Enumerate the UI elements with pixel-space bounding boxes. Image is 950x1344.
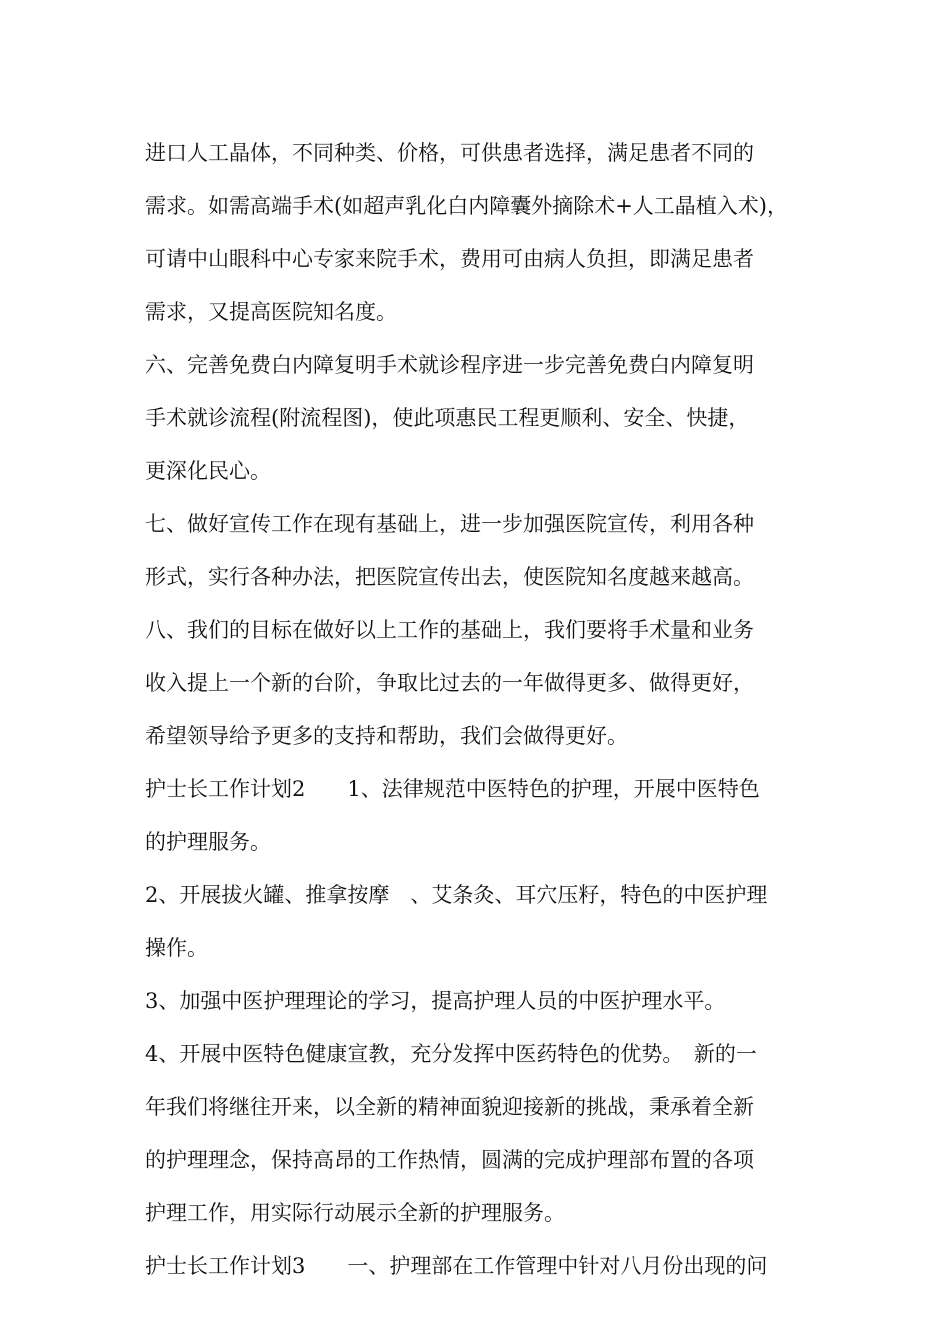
text-line: 进口人工晶体，不同种类、价格，可供患者选择，满足患者不同的 — [145, 141, 754, 165]
text-line: 七、做好宣传工作在现有基础上，进一步加强医院宣传，利用各种 — [145, 512, 754, 536]
text-line: 年我们将继往开来，以全新的精神面貌迎接新的挑战，秉承着全新 — [145, 1095, 754, 1119]
text-line: 可请中山眼科中心专家来院手术，费用可由病人负担，即满足患者 — [145, 247, 754, 271]
text-line: 需求。如需高端手术(如超声乳化白内障囊外摘除术+人工晶植入术)， — [145, 194, 788, 218]
text-line: 护士长工作计划2 1、法律规范中医特色的护理，开展中医特色 — [145, 777, 760, 801]
text-line: 形式，实行各种办法，把医院宣传出去，使医院知名度越来越高。 — [145, 565, 754, 589]
text-line: 八、我们的目标在做好以上工作的基础上，我们要将手术量和业务 — [145, 618, 754, 642]
text-line: 希望领导给予更多的支持和帮助，我们会做得更好。 — [145, 724, 628, 748]
text-line: 收入提上一个新的台阶，争取比过去的一年做得更多、做得更好， — [145, 671, 754, 695]
document-body — [145, 127, 825, 1293]
text-line: 需求，又提高医院知名度。 — [145, 300, 397, 324]
text-line: 护士长工作计划3 一、护理部在工作管理中针对八月份出现的问 — [145, 1254, 768, 1278]
text-line: 的护理服务。 — [145, 830, 271, 854]
text-line: 操作。 — [145, 936, 208, 960]
text-line: 的护理理念，保持高昂的工作热情，圆满的完成护理部布置的各项 — [145, 1148, 754, 1172]
text-line: 更深化民心。 — [145, 459, 271, 483]
text-line: 4、开展中医特色健康宣教，充分发挥中医药特色的优势。 新的一 — [145, 1042, 757, 1066]
text-line: 手术就诊流程(附流程图)，使此项惠民工程更顺利、安全、快捷， — [145, 406, 750, 430]
text-line: 3、加强中医护理理论的学习，提高护理人员的中医护理水平。 — [145, 989, 726, 1013]
text-line: 2、开展拔火罐、推拿按摩 、艾条灸、耳穴压籽，特色的中医护理 — [145, 883, 768, 907]
text-line: 护理工作，用实际行动展示全新的护理服务。 — [145, 1201, 565, 1225]
text-line: 六、完善免费白内障复明手术就诊程序进一步完善免费白内障复明 — [145, 353, 754, 377]
